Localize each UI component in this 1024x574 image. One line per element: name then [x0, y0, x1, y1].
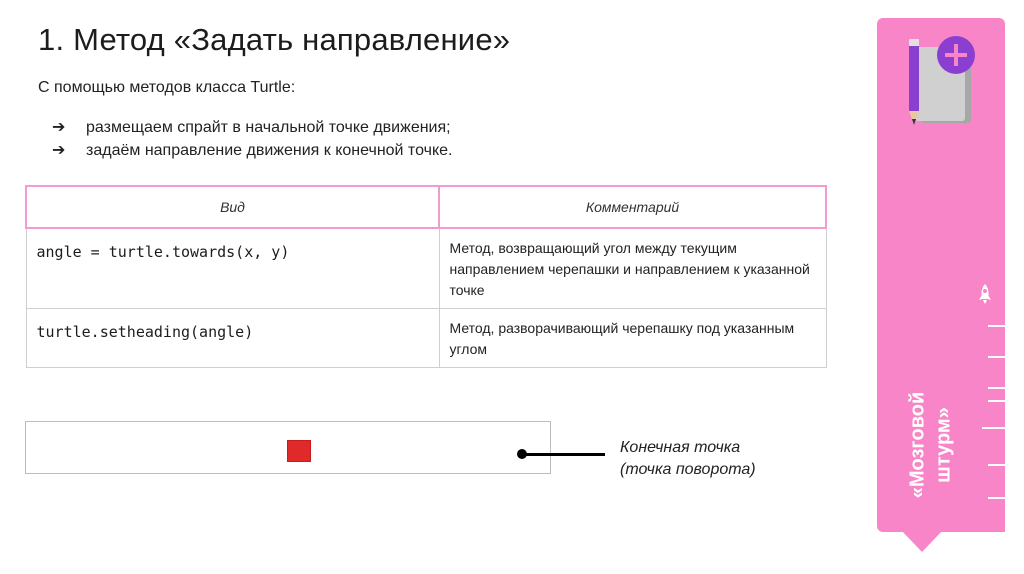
comment-cell: Метод, разворачивающий черепашку под указанным углом [439, 308, 826, 367]
ruler-tick [988, 325, 1005, 327]
callout-line-1: Конечная точка [620, 439, 741, 456]
subtitle: С помощью методов класса Turtle: [38, 79, 296, 96]
sidebar-label-line-1: «Мозговой [905, 391, 928, 499]
ruler-tick [988, 400, 1005, 402]
sidebar-notch [901, 530, 943, 552]
rocket-icon [977, 283, 993, 305]
comment-cell: Метод, возвращающий угол между текущим направлением черепашки и направлением к указанной точке [439, 228, 826, 308]
ruler-tick [988, 387, 1005, 389]
sidebar-label-line-2: штурм» [931, 407, 954, 483]
table-row [26, 308, 826, 367]
notebook-plus-icon [903, 33, 981, 129]
list-item [52, 116, 452, 139]
bullet-text: задаём направление движения к конечной точке. [86, 142, 453, 159]
arrow-icon: ➔ [52, 142, 66, 159]
callout-dot [517, 449, 527, 459]
ruler-tick [988, 497, 1005, 499]
table-header-row [26, 186, 826, 228]
callout-line-2: (точка поворота) [620, 461, 756, 478]
callout-line [521, 453, 605, 456]
column-header-view: Вид [26, 186, 439, 228]
bullet-text: размещаем спрайт в начальной точке движения; [86, 119, 451, 136]
ruler-tick [988, 464, 1005, 466]
methods-table [25, 185, 827, 368]
table-row [26, 228, 826, 308]
arrow-icon: ➔ [52, 119, 66, 136]
code-cell: turtle.setheading(angle) [26, 308, 439, 367]
column-header-comment: Комментарий [439, 186, 826, 228]
code-cell: angle = turtle.towards(x, y) [26, 228, 439, 308]
sprite-square [287, 440, 311, 462]
ruler-tick [988, 356, 1005, 358]
list-item [52, 139, 452, 162]
sidebar-label [875, 358, 985, 532]
slide-title: 1. Метод «Задать направление» [38, 22, 511, 57]
ruler-tick [982, 427, 1005, 429]
bullet-list [52, 116, 452, 162]
callout-label [620, 437, 756, 481]
